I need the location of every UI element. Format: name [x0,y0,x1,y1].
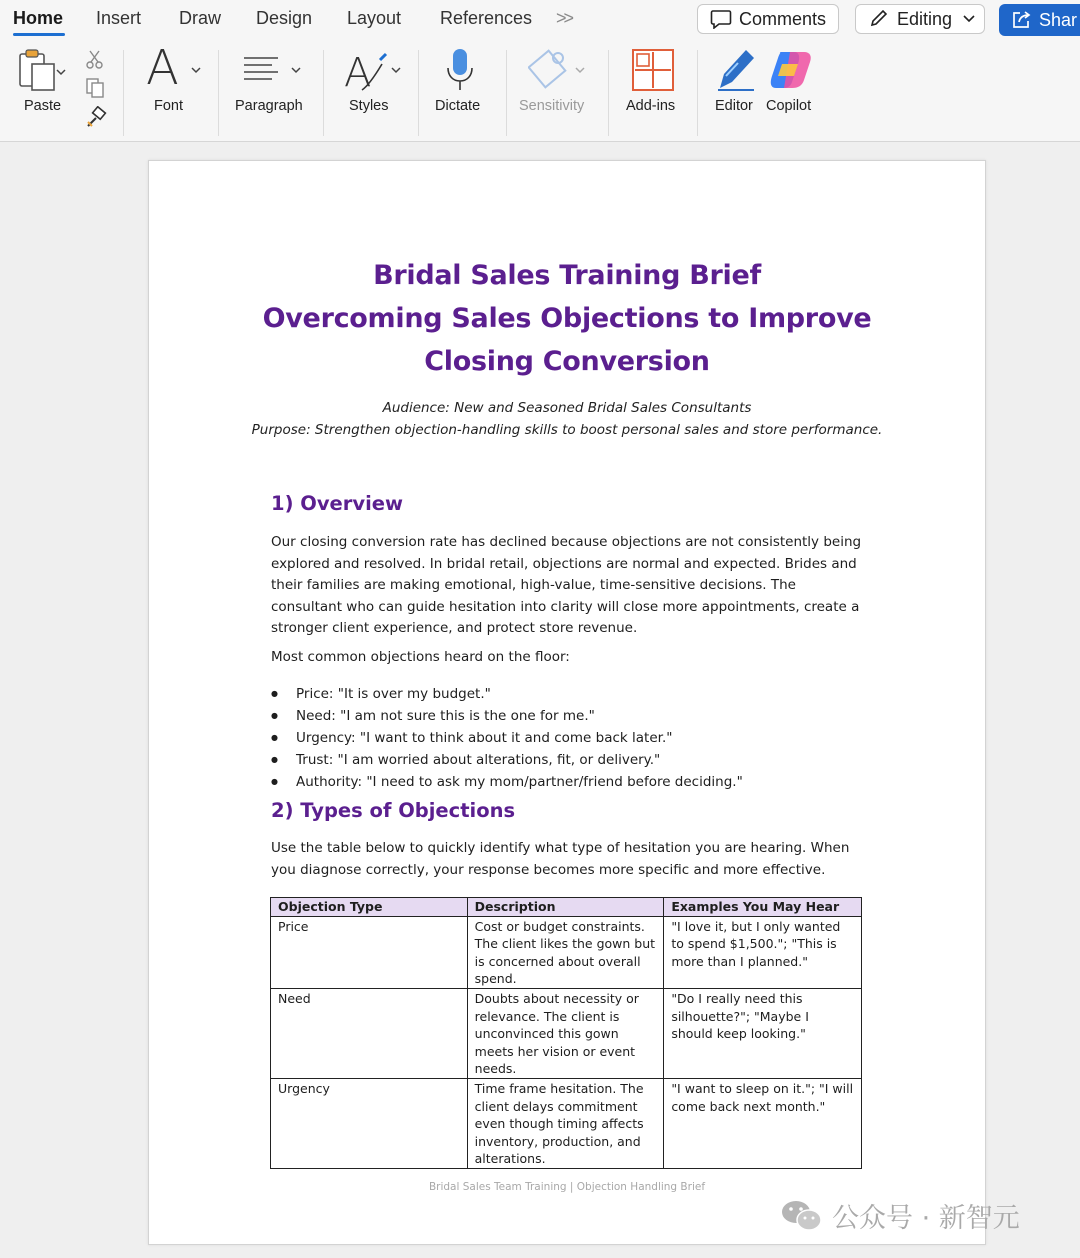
common-objections-intro: Most common objections heard on the floor: [271,649,570,665]
sensitivity-icon [528,48,572,92]
ribbon-divider [323,50,324,136]
column-header: Description [467,898,664,917]
objection-bullet-list [271,683,743,793]
add-ins-icon [631,48,675,92]
share-button[interactable] [999,4,1080,36]
comment-icon [710,9,732,29]
types-intro-paragraph: Use the table below to quickly identify what type of hesitation you are hearing. When you diagnose correctly, your response becomes more specific and more effective. [271,840,850,878]
chevron-down-icon [574,67,586,75]
active-tab-indicator [13,33,65,36]
watermark-text: 公众号 · 新智元 [832,1203,1020,1234]
copilot-label: Copilot [766,98,812,114]
pencil-icon [868,9,890,29]
list-item: ● Authority: "I need to ask my mom/partner/friend before deciding." [271,771,743,793]
doc-title: Bridal Sales Training Brief [373,260,761,291]
editing-label: Editing [897,8,953,29]
format-painter-icon[interactable] [84,106,108,130]
copilot-button[interactable] [764,44,820,134]
table-cell: "Do I really need this silhouette?"; "Maybe I should keep looking." [664,988,862,1078]
editor-button[interactable] [712,44,762,134]
ribbon-divider [418,50,419,136]
types-heading: 2) Types of Objections [271,799,516,822]
page-footer: Bridal Sales Team Training | Objection Handling Brief [428,1181,706,1193]
document-page[interactable] [148,160,986,1245]
tab-layout[interactable]: Layout [347,8,402,28]
clipboard-icon[interactable] [16,48,66,94]
ribbon [0,0,1080,142]
tab-design[interactable]: Design [256,8,313,28]
add-ins-button[interactable] [622,44,686,134]
chevron-down-icon [390,67,402,75]
styles-group[interactable] [338,44,410,134]
ribbon-divider [506,50,507,136]
table-cell: "I love it, but I only wanted to spend $1,500."; "This is more than I planned." [664,916,862,988]
font-group[interactable] [138,40,210,134]
tab-home[interactable]: Home [13,8,64,28]
table-cell: Urgency [271,1078,468,1168]
copilot-icon [768,46,814,92]
table-header-row [271,898,862,917]
more-tabs-chevron-icon[interactable]: >> [556,8,572,28]
overview-paragraph: Our closing conversion rate has declined because objections are not consistently being explored and resolved. In bridal retail, objections are normal and expected. Brides and their families are making emotional, high-value, time-sensitive decisions. The consultant who can guide hesitation into clarity will close more appointments, create a stronger client experience, and protect store revenue. [271,534,862,637]
tab-references[interactable]: References [440,8,533,28]
list-item: ● Price: "It is over my budget." [271,683,743,705]
table-row [271,916,862,988]
purpose-line: Purpose: Strengthen objection-handling skills to boost personal sales and store performance. [251,422,883,438]
paragraph-label: Paragraph [235,98,303,114]
table-cell: Price [271,916,468,988]
audience-line: Audience: New and Seasoned Bridal Sales Consultants [382,400,752,416]
ribbon-divider [123,50,124,136]
table-row [271,1078,862,1168]
editor-pen-icon [714,46,760,92]
comments-button[interactable] [697,4,839,34]
paragraph-group[interactable] [232,44,318,134]
add-ins-label: Add-ins [626,98,676,114]
column-header: Objection Type [271,898,468,917]
dictate-label: Dictate [435,98,481,114]
list-item: ● Urgency: "I want to think about it and come back later." [271,727,743,749]
doc-subtitle-line1: Overcoming Sales Objections to Improve [262,303,872,334]
list-item: ● Trust: "I am worried about alterations, fit, or delivery." [271,749,743,771]
tab-draw[interactable]: Draw [179,8,222,28]
doc-subtitle-line2: Closing Conversion [424,346,710,377]
microphone-icon [442,46,478,94]
sensitivity-label: Sensitivity [519,98,585,114]
dictate-button[interactable] [432,44,492,134]
tab-insert[interactable]: Insert [96,8,142,28]
scissors-icon[interactable] [84,49,106,71]
editing-mode-button[interactable] [855,4,985,34]
ribbon-divider [697,50,698,136]
paste-label: Paste [24,98,62,114]
table-row [271,988,862,1078]
share-label: Shar [1039,9,1078,30]
table-cell: "I want to sleep on it."; "I will come back next month." [664,1078,862,1168]
chevron-down-icon [290,67,302,75]
share-icon [1011,10,1033,30]
overview-heading: 1) Overview [271,492,404,515]
svg-text:A: A [344,50,372,94]
chevron-down-icon [962,14,976,24]
font-label: Font [154,98,184,114]
wechat-icon [780,1198,824,1234]
table-cell: Doubts about necessity or relevance. The client is unconvinced this gown meets her vision or event needs. [467,988,664,1078]
paste-group [14,44,114,134]
font-icon: A [146,40,179,96]
list-item: ● Need: "I am not sure this is the one for me." [271,705,743,727]
styles-label: Styles [349,98,389,114]
table-cell: Time frame hesitation. The client delays commitment even though timing affects inventory, production, and alterations. [467,1078,664,1168]
chevron-down-icon [190,67,202,75]
objection-types-table [270,897,862,1169]
editor-label: Editor [715,98,753,114]
styles-icon [342,46,390,94]
table-cell: Cost or budget constraints. The client likes the gown but is concerned about overall spend. [467,916,664,988]
table-cell: Need [271,988,468,1078]
ribbon-divider [218,50,219,136]
comments-label: Comments [739,8,827,29]
copy-icon[interactable] [84,77,106,99]
sensitivity-button [518,44,598,134]
column-header: Examples You May Hear [664,898,862,917]
ribbon-tabs [0,0,1080,40]
paragraph-align-icon [240,52,284,88]
watermark [780,1196,1020,1235]
ribbon-divider [608,50,609,136]
